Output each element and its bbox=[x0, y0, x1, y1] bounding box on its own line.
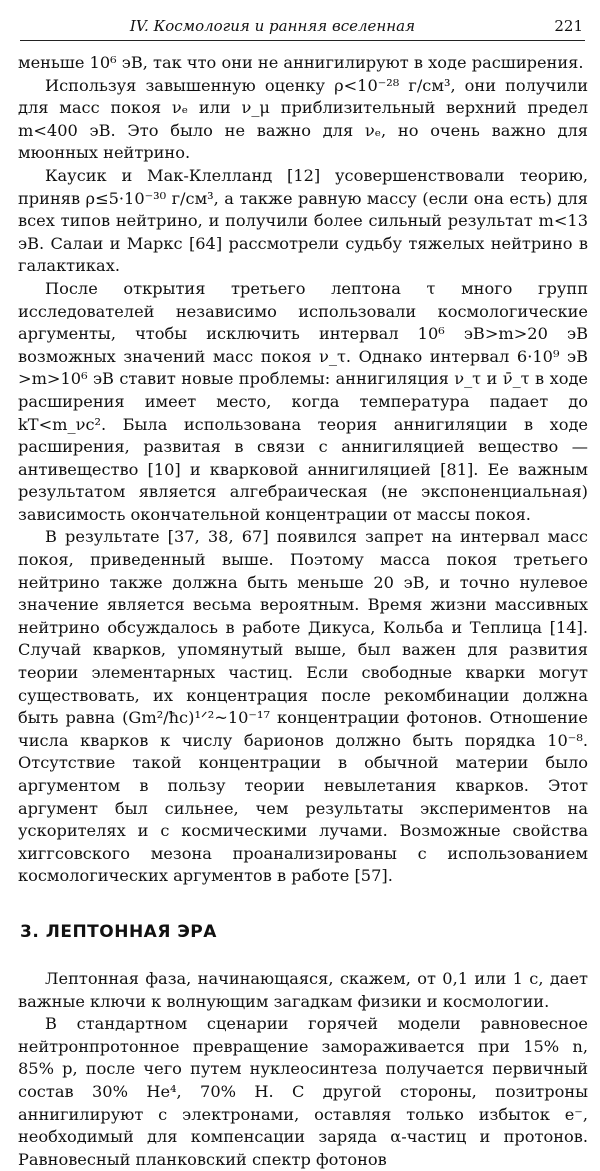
paragraph: Лептонная фаза, начинающаяся, скажем, от 0,1 или 1 с, дает важные ключи к волнующим загадкам физики и космологии. bbox=[18, 968, 588, 1011]
paragraph: После открытия третьего лептона τ много групп исследователей независимо использовали космологические аргументы, чтобы исключить интервал 10⁶ эВ>m>20 эВ возможных значений масс покоя ν_τ. Однако интервал 6·10⁹ эВ >m>10⁶ эВ ставит новые проблемы: аннигиляция ν_τ и ν̄_τ в ходе расширения имеет место, когда температура падает до kT<m_νc². Была использована теория аннигиляции в ходе расширения, развитая в связи с аннигиляцией вещество — антивещество [10] и кварковой аннигиляцией [81]. Ее важным результатом является алгебраическая (не экспоненциальная) зависимость окончательной концентрации от массы покоя. bbox=[18, 278, 588, 524]
running-header bbox=[20, 14, 585, 41]
paragraph: В стандартном сценарии горячей модели равновесное нейтронпротонное превращение замораживается при 15% n, 85% p, после чего путем нуклеосинтеза получается первичный состав 30% He⁴, 70% H. С другой стороны, позитроны аннигилируют с электронами, оставляя только избыток e⁻, необходимый для компенсации заряда α-частиц и протонов. Равновесный планковский спектр фотонов bbox=[18, 1014, 588, 1169]
paragraph: Каусик и Мак-Клелланд [12] усовершенствовали теорию, приняв ρ≤5·10⁻³⁰ г/см³, а также равную массу (если она есть) для всех типов нейтрино, и получили более сильный результат m<13 эВ. Салаи и Маркс [64] рассмотрели судьбу тяжелых нейтрино в галактиках. bbox=[18, 165, 588, 276]
body-text bbox=[18, 52, 588, 1171]
paragraph: В результате [37, 38, 67] появился запрет на интервал масс покоя, приведенный выше. Поэтому масса покоя третьего нейтрино также должна быть меньше 20 эВ, и точно нулевое значение является весьма вероятным. Время жизни массивных нейтрино обсуждалось в работе Дикуса, Кольба и Теплица [14]. Случай кварков, упомянутый выше, был важен для развития теории элементарных частиц. Если свободные кварки могут существовать, их концентрация после рекомбинации должна быть равна (Gm²/ħc)¹ᐟ²~10⁻¹⁷ концентрации фотонов. Отношение числа кварков к числу барионов должно быть порядка 10⁻⁸. Отсутствие такой концентрации в обычной материи было аргументом в пользу теории невылетания кварков. Этот аргумент был сильнее, чем результаты экспериментов на ускорителях и с космическими лучами. Возможные свойства хиггсовского мезона проанализированы с использованием космологических аргументов в работе [57]. bbox=[18, 527, 588, 886]
section-heading: 3. ЛЕПТОННАЯ ЭРА bbox=[20, 921, 217, 942]
running-header-title: IV. Космология и ранняя вселенная bbox=[129, 17, 416, 35]
page-number: 221 bbox=[554, 17, 583, 35]
paragraph-continuation: меньше 10⁶ эВ, так что они не аннигилируют в ходе расширения. bbox=[18, 53, 584, 72]
paragraph: Используя завышенную оценку ρ<10⁻²⁸ г/см³, они получили для масс покоя νₑ или ν_μ приблизительный верхний предел m<400 эВ. Это было не важно для νₑ, но очень важно для мюонных нейтрино. bbox=[18, 75, 588, 163]
